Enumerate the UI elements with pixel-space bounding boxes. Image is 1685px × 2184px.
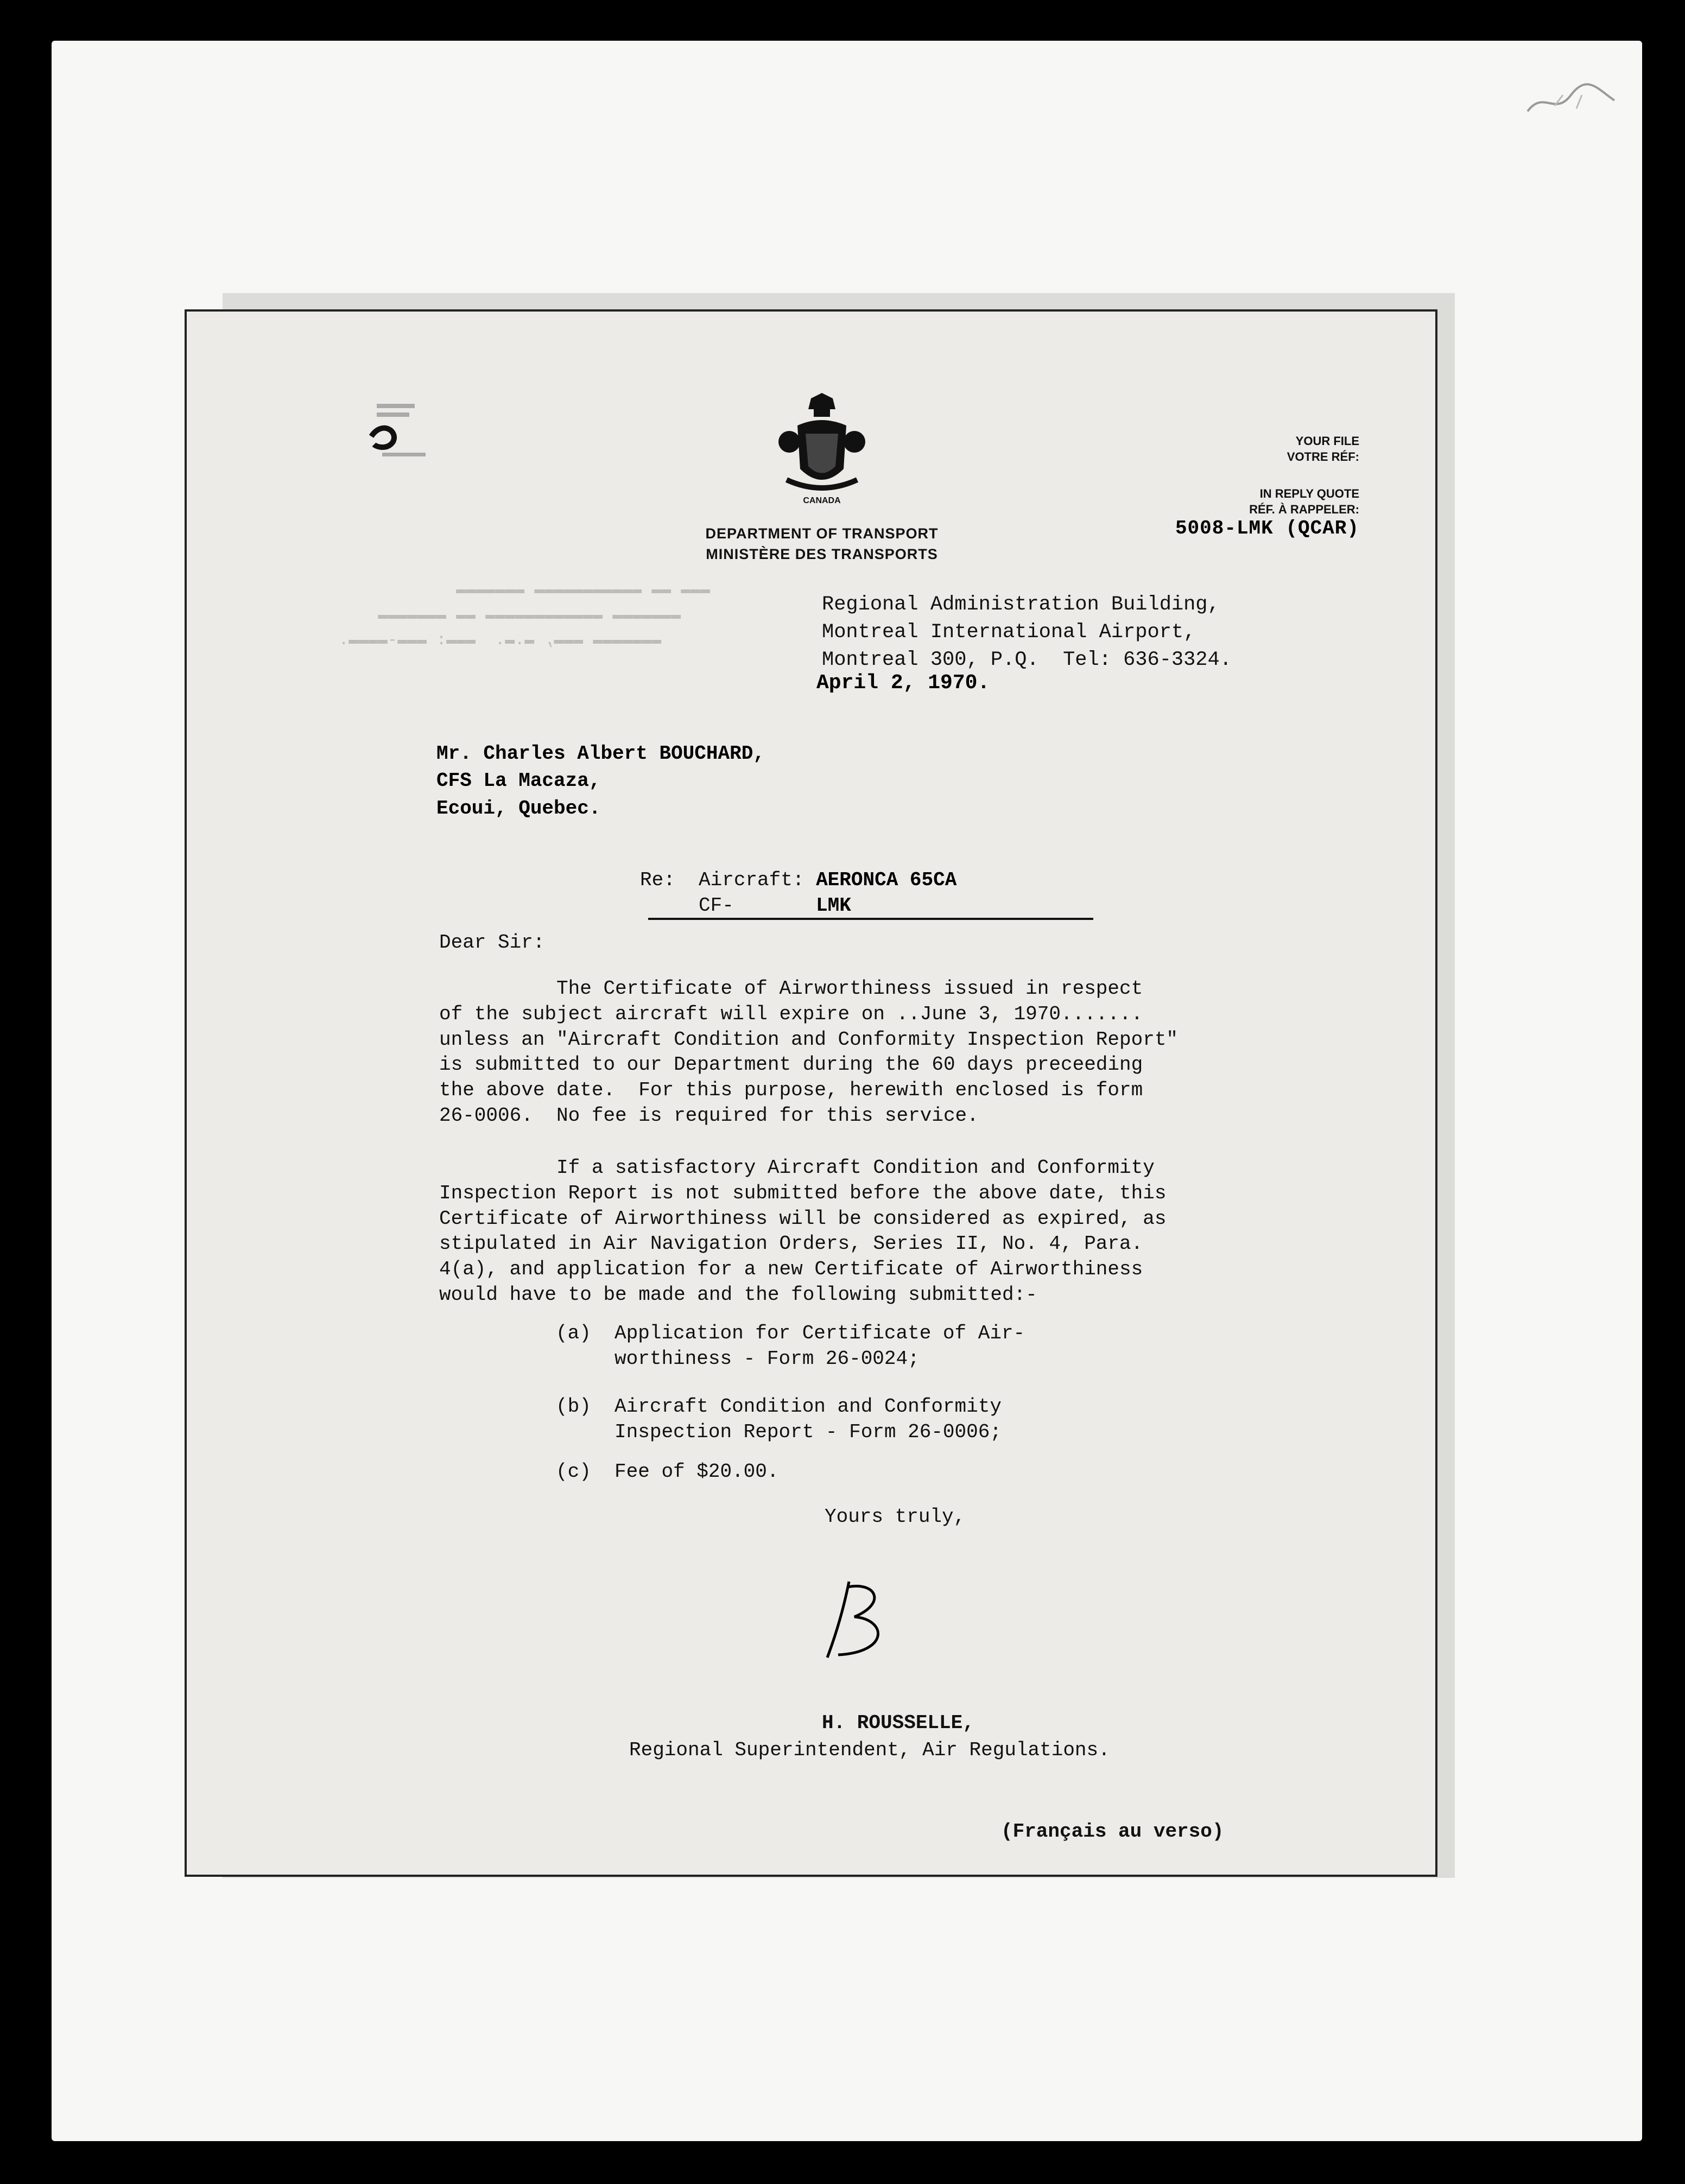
requirement-item	[556, 1321, 1025, 1372]
closing: Yours truly,	[825, 1506, 966, 1528]
department-heading	[681, 523, 963, 565]
p2-line: stipulated in Air Navigation Orders, Series II, No. 4, Para.	[439, 1233, 1143, 1255]
french-note: (Français au verso)	[1001, 1820, 1224, 1843]
p1-line: The Certificate of Airworthiness issued in respect	[439, 977, 1143, 1000]
re-label: Re:	[640, 869, 675, 891]
p1-line: is submitted to our Department during the 60 days preceeding	[439, 1053, 1143, 1076]
requirement-text: Fee of $20.00.	[615, 1461, 779, 1483]
p1-line: the above date. For this purpose, herewith enclosed is form	[439, 1079, 1143, 1102]
p2-line: If a satisfactory Aircraft Condition and Conformity	[439, 1157, 1155, 1179]
address-line-3: Montreal 300, P.Q. Tel: 636-3324.	[822, 649, 1232, 672]
requirement-label: (c)	[556, 1461, 591, 1483]
salutation: Dear Sir:	[439, 931, 545, 954]
sender-address	[822, 591, 1232, 674]
address-line-1: Regional Administration Building,	[822, 593, 1220, 616]
department-name-en: DEPARTMENT OF TRANSPORT	[705, 525, 939, 542]
p1-line: 26-0006. No fee is required for this service.	[439, 1104, 979, 1127]
canada-crest-icon	[776, 393, 868, 507]
requirement-text: Aircraft Condition and Conformity	[615, 1395, 1002, 1418]
recipient-line-3: Ecoui, Quebec.	[436, 797, 601, 820]
requirement-text: Application for Certificate of Air-	[615, 1322, 1025, 1344]
address-line-2: Montreal International Airport,	[822, 621, 1196, 644]
reference-block	[1175, 434, 1359, 539]
p2-line: 4(a), and application for a new Certificate of Airworthiness	[439, 1258, 1143, 1281]
recipient-address	[436, 740, 765, 822]
requirement-text: worthiness - Form 26-0024;	[615, 1347, 920, 1370]
pen-scribble	[1522, 79, 1620, 122]
requirement-item	[556, 1394, 1002, 1445]
requirement-label: (a)	[556, 1322, 591, 1344]
signer-title: Regional Superintendent, Air Regulations.	[629, 1739, 1110, 1761]
crest-label: CANADA	[803, 496, 841, 505]
p1-line: of the subject aircraft will expire on ..June 3, 1970.......	[439, 1002, 1143, 1025]
subject-underline	[648, 918, 1093, 920]
ref-a-rappeler-label: RÉF. À RAPPELER:	[1249, 502, 1359, 516]
paragraph-2	[439, 1156, 1166, 1308]
subject-line	[640, 868, 956, 919]
your-file-label: YOUR FILE	[1295, 434, 1359, 448]
in-reply-quote-label: IN REPLY QUOTE	[1259, 487, 1359, 501]
department-name-fr: MINISTÈRE DES TRANSPORTS	[706, 546, 938, 563]
aircraft-label: Aircraft:	[699, 869, 805, 891]
letterhead-mirror-stamp	[366, 398, 442, 464]
aircraft-value: AERONCA 65CA	[816, 869, 957, 891]
letter-date: April 2, 1970.	[816, 671, 990, 695]
p2-line: would have to be made and the following submitted:-	[439, 1283, 1037, 1306]
letter-page	[185, 309, 1437, 1877]
requirement-item	[556, 1459, 778, 1485]
recipient-line-2: CFS La Macaza,	[436, 770, 601, 792]
cf-label: CF-	[699, 894, 734, 917]
p1-line: unless an "Aircraft Condition and Conformity Inspection Report"	[439, 1028, 1179, 1051]
mirror-stamp-icon	[366, 398, 442, 464]
reference-number: 5008-LMK (QCAR)	[1175, 517, 1359, 540]
p2-line: Certificate of Airworthiness will be considered as expired, as	[439, 1207, 1167, 1230]
handwritten-signature	[816, 1576, 898, 1663]
votre-ref-label: VOTRE RÉF:	[1287, 449, 1359, 464]
paragraph-1	[439, 976, 1178, 1129]
signer-name: H. ROUSSELLE,	[822, 1712, 974, 1734]
requirement-text: Inspection Report - Form 26-0006;	[615, 1420, 1002, 1443]
show-through-address: ▬▬▬ ▬▬ ▬▬▬▬▬▬▬▬▬▬▬ ▬▬▬▬▬▬▬ ▬▬▬▬▬▬▬ ▬▬▬▬▬▬▬▬▬▬▬▬ ▬▬ ▬▬▬▬▬▬▬ ▬▬▬▬▬▬▬ ▬▬▬, ▬.▬. ▬▬▬: ▬▬▬-▬▬▬▬.	[339, 581, 711, 650]
recipient-line-1: Mr. Charles Albert BOUCHARD,	[436, 742, 765, 765]
p2-line: Inspection Report is not submitted before the above date, this	[439, 1182, 1167, 1204]
requirement-label: (b)	[556, 1395, 591, 1418]
cf-value: LMK	[816, 894, 851, 917]
